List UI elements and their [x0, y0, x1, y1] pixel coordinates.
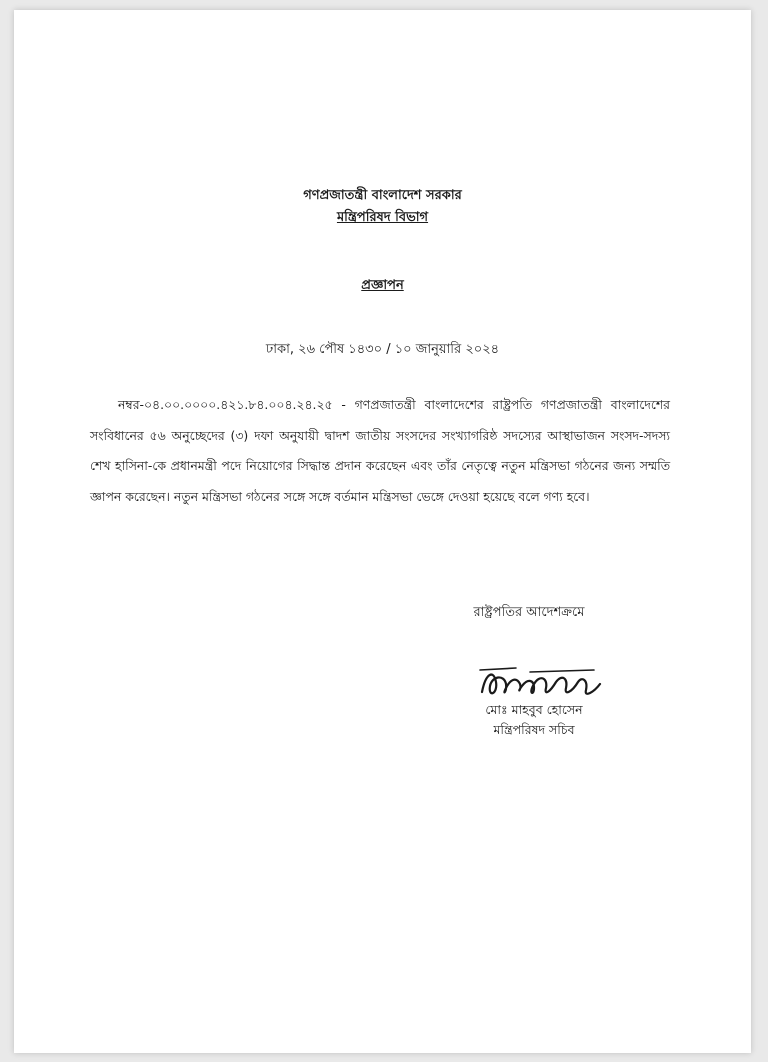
division-heading: মন্ত্রিপরিষদ বিভাগ	[336, 210, 429, 225]
signer-name: মোঃ মাহবুব হোসেন	[485, 702, 583, 717]
date-line: ঢাকা, ২৬ পৌষ ১৪৩০ / ১০ জানুয়ারি ২০২৪	[265, 342, 500, 357]
notice-body: নম্বর-০৪.০০.০০০০.৪২১.৮৪.০০৪.২৪.২৫ - গণপ্রজাতন্ত্রী বাংলাদেশের রাষ্ট্রপতি গণপ্রজাতন্ত্রী বাংলাদেশের সংবিধানের ৫৬ অনুচ্ছেদের (৩) দফা অনুযায়ী দ্বাদশ জাতীয় সংসদের সংখ্যাগরিষ্ঠ সদস্যের আস্থাভাজন সংসদ-সদস্য শেখ হাসিনা-কে প্রধানমন্ত্রী পদে নিয়োগের সিদ্ধান্ত প্রদান করেছেন এবং তাঁর নেতৃত্বে নতুন মন্ত্রিসভা গঠনের জন্য সম্মতি জ্ঞাপন করেছেন। নতুন মন্ত্রিসভা গঠনের সঙ্গে সঙ্গে বর্তমান মন্ত্রিসভা ভেঙ্গে দেওয়া হয়েছে বলে গণ্য হবে।	[90, 397, 670, 504]
order-line: রাষ্ট্রপতির আদেশক্রমে	[473, 605, 585, 620]
signer-title: মন্ত্রিপরিষদ সচিব	[493, 722, 575, 737]
government-heading: গণপ্রজাতন্ত্রী বাংলাদেশ সরকার	[303, 188, 462, 203]
notice-title: প্রজ্ঞাপন	[361, 278, 404, 293]
document-page	[14, 10, 751, 1053]
